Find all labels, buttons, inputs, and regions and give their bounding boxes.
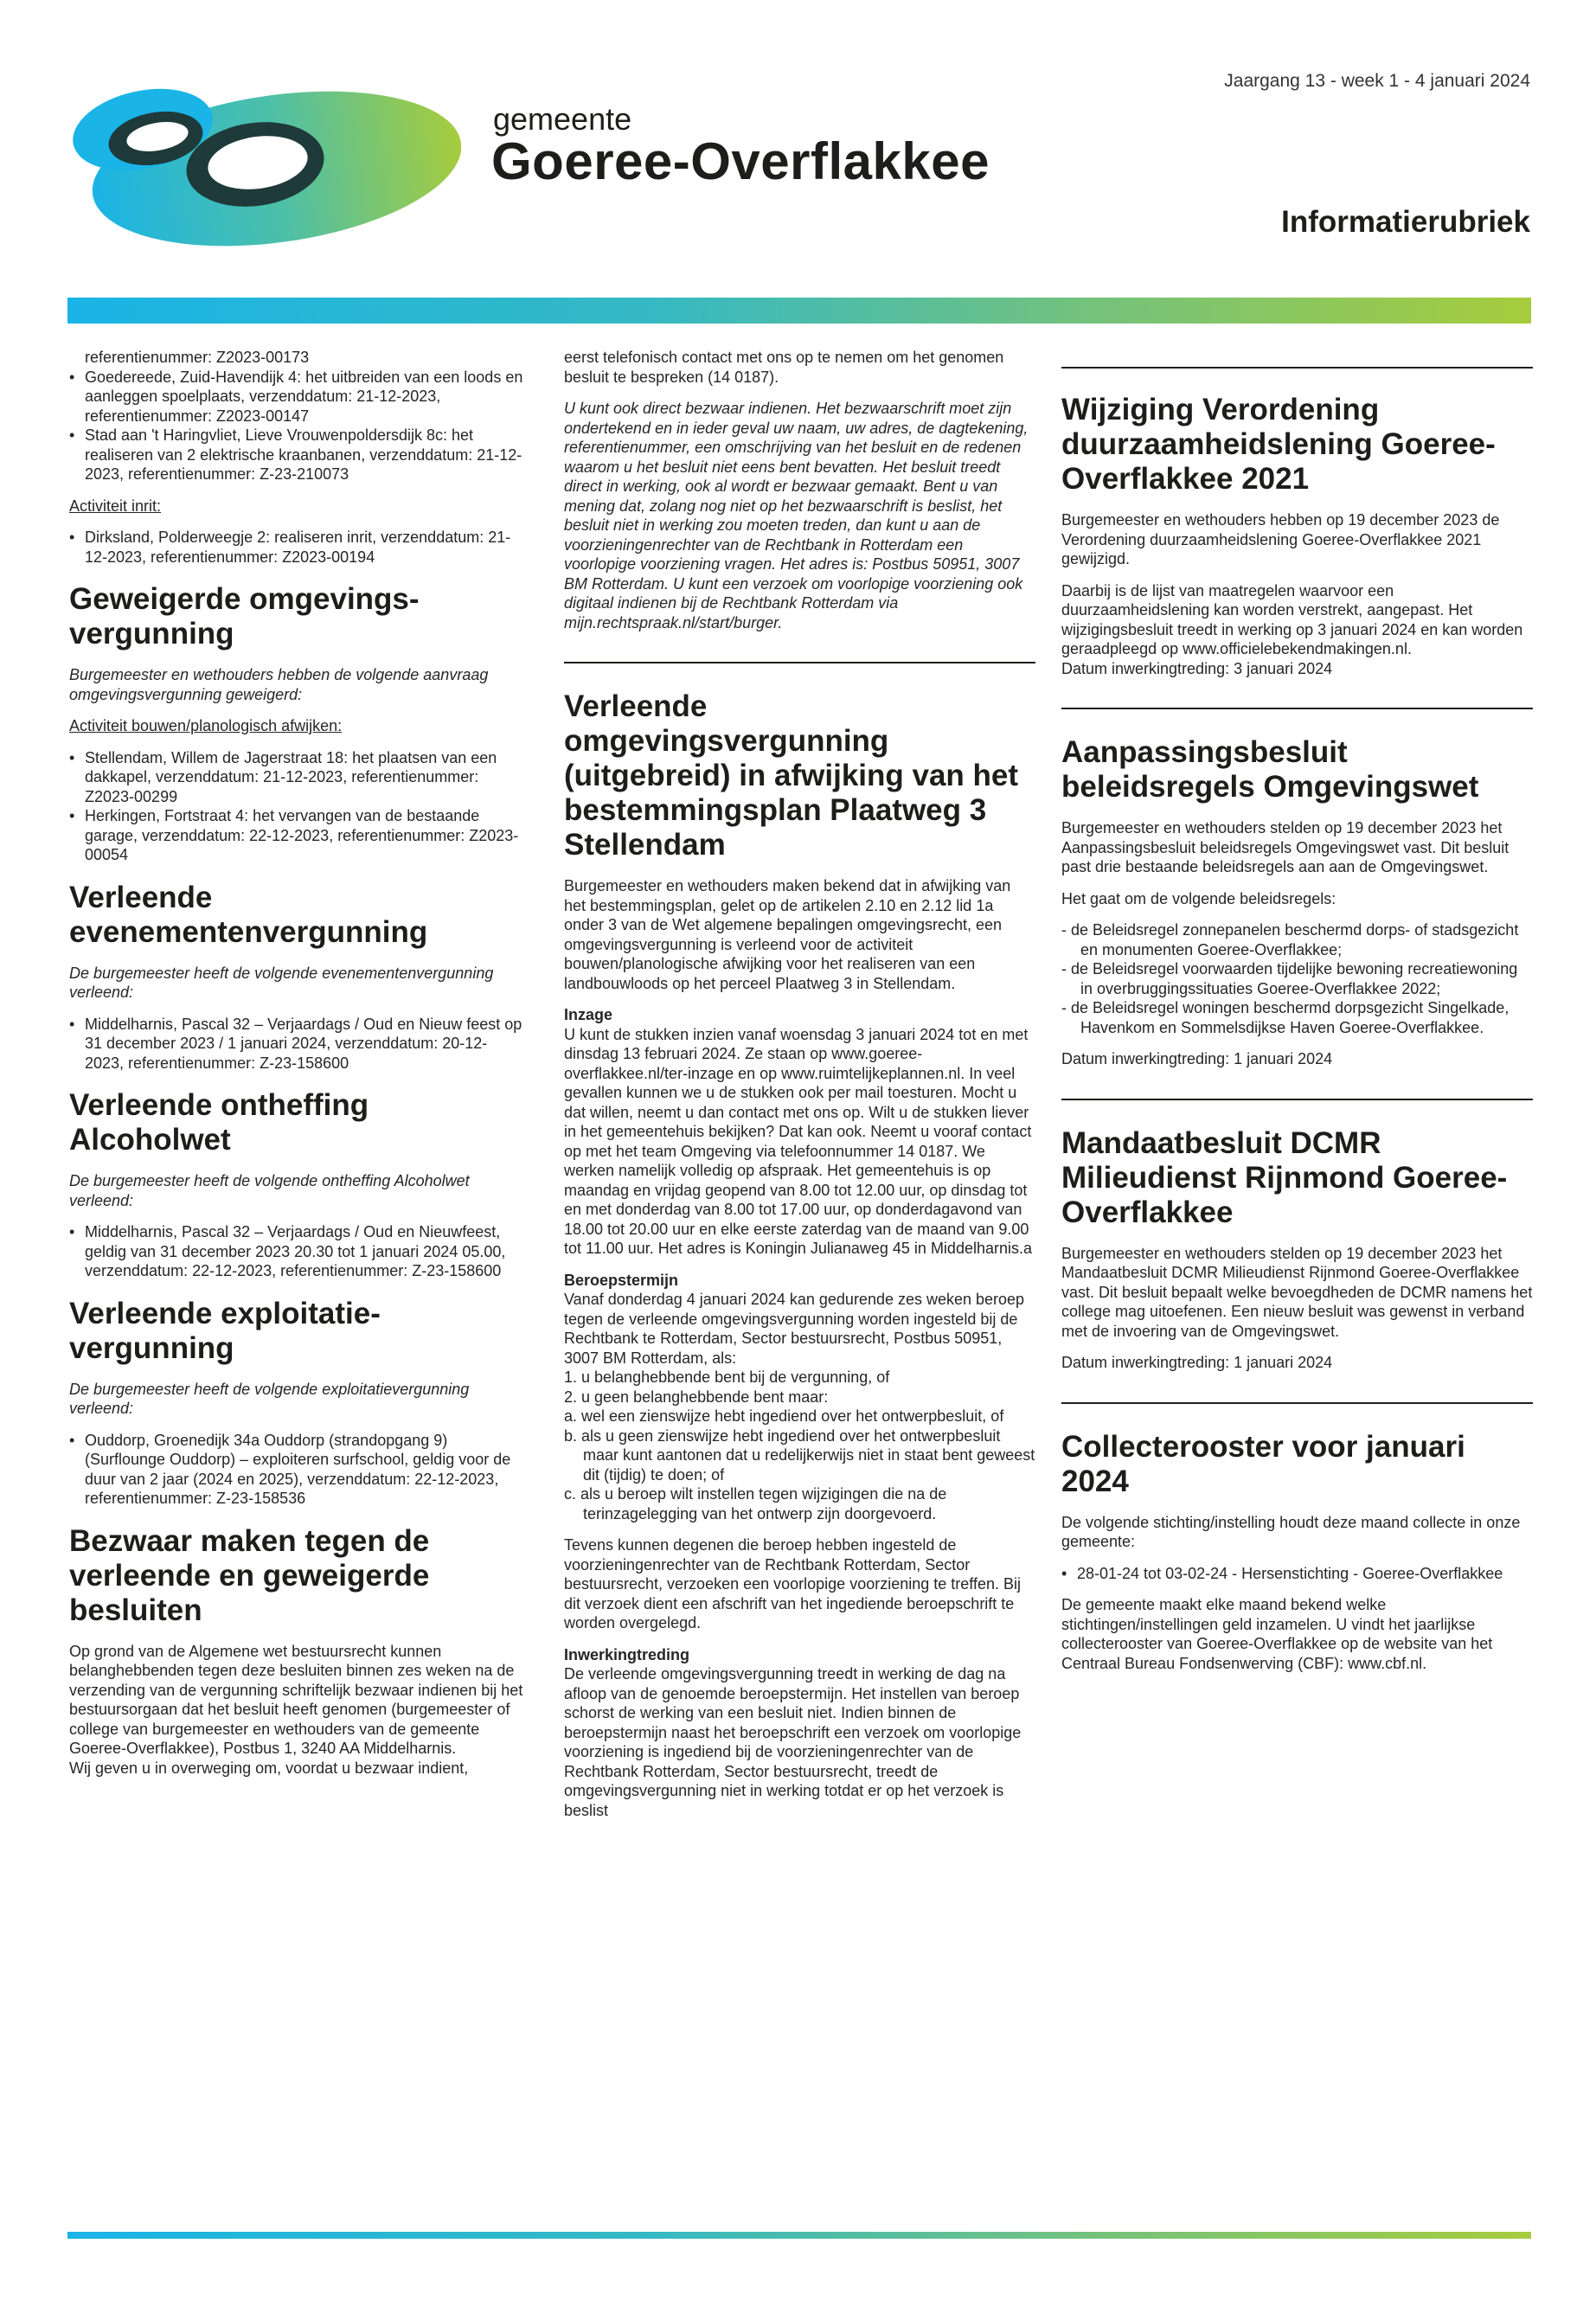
policy-list <box>1061 920 1533 1037</box>
list-item: 2. u geen belanghebbende bent maar: <box>564 1388 829 1406</box>
subheading: Inwerkingtreding <box>564 1645 690 1663</box>
list-item-text: 28-01-24 tot 03-02-24 - Hersenstichting - Goeree-Overflakkee <box>1077 1564 1503 1582</box>
section-divider <box>1061 708 1533 709</box>
permit-list <box>69 1431 523 1509</box>
list-item <box>69 368 523 426</box>
list-item-text: referentienummer: Z2023-00173 <box>85 349 310 366</box>
list-item: c. als u beroep wilt instellen tegen wijzigingen die na de terinzagelegging van het ontwerp zijn doorgevoerd. <box>564 1485 947 1522</box>
list-item <box>69 748 523 807</box>
paragraph: Datum inwerkingtreding: 3 januari 2024 <box>1061 659 1333 677</box>
section-title: Collecterooster voor januari 2024 <box>1061 1429 1465 1498</box>
section-title: Verleende ontheffing Alcoholwet <box>69 1088 369 1157</box>
header-gradient-bar <box>67 298 1531 324</box>
section-title: Aanpassingsbesluit beleidsregels Omgevingswet <box>1061 735 1479 804</box>
list-item <box>69 1015 523 1074</box>
list-item <box>69 1222 523 1281</box>
rubric-title: Informatierubriek <box>1281 205 1530 239</box>
paragraph: Vanaf donderdag 4 januari 2024 kan gedurende zes weken beroep tegen de verleende omgevingsvergunning worden ingesteld bij de Rechtbank te Rotterdam, Sector bestuursrecht, Postbus 50951, 3007 BM Rotterdam, als: <box>564 1291 1025 1367</box>
list-item: a. wel een zienswijze hebt ingediend over het ontwerpbesluit, of <box>564 1407 1004 1425</box>
section-divider <box>1061 1099 1533 1100</box>
paragraph: Burgemeester en wethouders hebben op 19 december 2023 de Verordening duurzaamheidslening Goeree-Overflakkee 2021 gewijzigd. <box>1061 511 1500 567</box>
issue-info: Jaargang 13 - week 1 - 4 januari 2024 <box>1224 71 1530 91</box>
municipality-logo <box>61 69 467 251</box>
section-title: Verleende evenementenvergunning <box>69 880 428 949</box>
paragraph: Burgemeester en wethouders stelden op 19 december 2023 het Mandaatbesluit DCMR Milieudienst Rijnmond Goeree-Overflakkee vast. Dit besluit bepaalt welke bevoegdheden de DCMR namens het college mag uitoefenen. Een nieuw besluit was gewenst in verband met de invoering van de Omgevingswet. <box>1061 1244 1533 1340</box>
activity-label: Activiteit inrit: <box>69 497 162 515</box>
list-item <box>69 348 523 368</box>
logo-mark-icon <box>61 69 467 251</box>
paragraph: Tevens kunnen degenen die beroep hebben ingesteld de voorzieningenrechter van de Rechtbank Rotterdam, Sector bestuursrecht, verzoeken een voorlopige voorziening te treffen. Bij dit verzoek dient een afschrift van het ingediende beroepschrift te worden overgelegd. <box>564 1536 1021 1631</box>
subheading: Beroepstermijn <box>564 1271 679 1289</box>
section-title: Mandaatbesluit DCMR Milieudienst Rijnmond Goeree-Overflakkee <box>1061 1125 1508 1229</box>
brand-title: Goeree-Overflakkee <box>491 132 990 190</box>
section-title: Bezwaar maken tegen de verleende en geweigerde besluiten <box>69 1523 430 1627</box>
list-item-text: Stad aan 't Haringvliet, Lieve Vrouwenpoldersdijk 8c: het realiseren van 2 elektrische kraanbanen, verzenddatum: 21-12-2023, referentienummer: Z-23-210073 <box>85 426 522 483</box>
paragraph: Datum inwerkingtreding: 1 januari 2024 <box>1061 1050 1333 1067</box>
paragraph: Op grond van de Algemene wet bestuursrecht kunnen belanghebbenden tegen deze besluiten binnen zes weken na de verzending van de vergunning schriftelijk bezwaar indienen bij het bestuursorgaan dat het besluit heeft genomen (burgemeester of college van burgemeester en wethouders van de gemeente Goeree-Overflakkee), Postbus 1, 3240 AA Middelharnis. <box>69 1642 523 1757</box>
section-title: Geweigerde omgevings-vergunning <box>69 582 420 651</box>
condition-list <box>564 1368 1035 1523</box>
permit-list <box>69 1222 523 1281</box>
section-title: Wijziging Verordening duurzaamheidslening Goeree-Overflakkee 2021 <box>1061 393 1496 496</box>
subheading: Inzage <box>564 1006 613 1023</box>
paragraph: U kunt de stukken inzien vanaf woensdag 3 januari 2024 tot en met dinsdag 13 februari 2024. Ze staan op www.goeree-overflakkee.nl/ter-inzage en op www.ruimtelijkeplannen.nl. In veel gevallen kunnen we u de stukken ook per mail toesturen. Mocht u dat willen, neemt u dan contact met ons op. Wilt u de stukken liever in het gemeentehuis bekijken? Dat kan ook. Neemt u vooraf contact op met het team Omgeving via telefoonnummer 14 0187. We werken namelijk volledig op afspraak. Het gemeentehuis is op maandag en vrijdag geopend van 8.00 tot 12.00 uur, op dinsdag tot en met donderdag van 8.00 tot 17.00 uur, op donderdagavond van 18.00 tot 20.00 uur en elke eerste zaterdag van de maand van 9.00 tot 11.00 uur. Het adres is Koningin Julianaweg 45 in Middelharnis.a <box>564 1025 1033 1257</box>
paragraph: De gemeente maakt elke maand bekend welke stichtingen/instellingen geld inzamelen. U vindt het jaarlijkse collecterooster van Goeree-Overflakkee op de website van het Centraal Bureau Fondsenwerving (CBF): www.cbf.nl. <box>1061 1596 1493 1672</box>
column-middle <box>564 348 1035 1820</box>
list-item-text: Ouddorp, Groenedijk 34a Ouddorp (strandopgang 9) (Surflounge Ouddorp) – exploiteren surfschool, geldig voor de duur van 2 jaar (2024 en 2025), verzenddatum: 22-12-2023, referentienummer: Z-23-158536 <box>85 1431 511 1507</box>
paragraph: Burgemeester en wethouders stelden op 19 december 2023 het Aanpassingsbesluit beleidsregels Omgevingswet vast. Dit besluit past drie bestaande beleidsregels aan aan de Omgevingswet. <box>1061 819 1509 875</box>
section-intro: De burgemeester heeft de volgende evenementenvergunning verleend: <box>69 964 494 1001</box>
list-item-text: Goedereede, Zuid-Havendijk 4: het uitbreiden van een loods en aanleggen spoelplaats, verzenddatum: 21-12-2023, referentienummer: Z2023-00147 <box>85 368 523 425</box>
section-intro: De burgemeester heeft de volgende exploitatievergunning verleend: <box>69 1380 470 1417</box>
list-item: - de Beleidsregel woningen beschermd dorpsgezicht Singelkade, Havenkom en Sommelsdijkse Haven Goeree-Overflakkee. <box>1061 999 1509 1036</box>
section-title: Verleende omgevingsvergunning (uitgebreid) in afwijking van het bestemmingsplan Plaatweg 3 Stellendam <box>564 689 1019 862</box>
list-item <box>69 528 523 567</box>
list-item: b. als u geen zienswijze hebt ingediend over het ontwerpbesluit maar kunt aantonen dat u redelijkerwijs niet in staat bent geweest dit (tijdig) te doen; of <box>564 1426 1035 1484</box>
footer-gradient-bar <box>67 2232 1531 2239</box>
paragraph: eerst telefonisch contact met ons op te nemen om het genomen besluit te bespreken (14 0187). <box>564 349 1004 386</box>
section-divider <box>1061 367 1533 369</box>
section-intro: Burgemeester en wethouders hebben de volgende aanvraag omgevingsvergunning geweigerd: <box>69 666 489 703</box>
section-title: Verleende exploitatie-vergunning <box>69 1296 381 1365</box>
paragraph: De verleende omgevingsvergunning treedt in werking de dag na afloop van de genoemde beroepstermijn. Het instellen van beroep schorst de werking van een besluit niet. Indien binnen de beroepstermijn naast het beroepschrift een verzoek om voorlopige voorziening is ingediend bij de voorzieningenrechter van de Rechtbank Rotterdam, Sector bestuursrecht, treedt de omgevingsvergunning niet in werking totdat er op het verzoek is beslist <box>564 1665 1022 1819</box>
list-item <box>69 1431 523 1509</box>
section-divider <box>564 662 1035 663</box>
permit-list <box>69 528 523 567</box>
paragraph: Wij geven u in overweging om, voordat u bezwaar indient, <box>69 1759 469 1777</box>
permit-list <box>69 1015 523 1074</box>
list-item <box>69 806 523 865</box>
list-item-text: Stellendam, Willem de Jagerstraat 18: het plaatsen van een dakkapel, verzenddatum: 21-12-2023, referentienummer: Z2023-00299 <box>85 748 497 805</box>
paragraph: Datum inwerkingtreding: 1 januari 2024 <box>1061 1354 1333 1371</box>
list-item-text: Middelharnis, Pascal 32 – Verjaardags / Oud en Nieuwfeest, geldig van 31 december 2023 20.30 tot 1 januari 2024 05.00, verzenddatum: 22-12-2023, referentienummer: Z-23-158600 <box>85 1223 506 1279</box>
list-item-text: Middelharnis, Pascal 32 – Verjaardags / Oud en Nieuw feest op 31 december 2023 / 1 januari 2024, verzenddatum: 20-12-2023, referentienummer: Z-23-158600 <box>85 1015 522 1072</box>
paragraph: Het gaat om de volgende beleidsregels: <box>1061 889 1336 907</box>
collection-list <box>1061 1564 1533 1584</box>
paragraph: Daarbij is de lijst van maatregelen waarvoor een duurzaamheidslening kan worden verstrekt, aangepast. Het wijzigingsbesluit treedt in werking op 3 januari 2024 en kan worden geraadpleegd op www.officielebekendmakingen.nl. <box>1061 581 1523 657</box>
list-item <box>69 426 523 484</box>
permit-list <box>69 748 523 865</box>
section-divider <box>1061 1402 1533 1404</box>
list-item: - de Beleidsregel zonnepanelen beschermd dorps- of stadsgezicht en monumenten Goeree-Overflakkee; <box>1061 921 1519 958</box>
column-right <box>1061 348 1533 1685</box>
column-left <box>69 348 523 1778</box>
section-intro: De burgemeester heeft de volgende ontheffing Alcoholwet verleend: <box>69 1172 470 1209</box>
list-item-text: Herkingen, Fortstraat 4: het vervangen van de bestaande garage, verzenddatum: 22-12-2023, referentienummer: Z2023-00054 <box>85 807 519 863</box>
brand-label-small: gemeente <box>493 101 632 137</box>
activity-label: Activiteit bouwen/planologisch afwijken: <box>69 717 343 734</box>
list-item: - de Beleidsregel voorwaarden tijdelijke bewoning recreatiewoning in overbruggingssituaties Goeree-Overflakkee 2022; <box>1061 960 1518 997</box>
permit-list <box>69 348 523 484</box>
list-item-text: Dirksland, Polderweegje 2: realiseren inrit, verzenddatum: 21-12-2023, referentienummer: Z2023-00194 <box>85 529 511 566</box>
paragraph: De volgende stichting/instelling houdt deze maand collecte in onze gemeente: <box>1061 1513 1521 1550</box>
paragraph-italic: U kunt ook direct bezwaar indienen. Het bezwaarschrift moet zijn ondertekend en in ieder geval uw naam, uw adres, de dagtekening, referentienummer, een omschrijving van het besluit en de redenen waarom u het besluit niet eens bent bevatten. Het besluit treedt direct in werking, ook al wordt er bezwaar gemaakt. Bent u van mening dat, zolang nog niet op het bezwaarschrift is beslist, het besluit niet in werking zou moeten treden, dan kunt u aan de voorzieningenrechter van de Rechtbank in Rotterdam een voorlopige voorziening vragen. Het adres is: Postbus 50951, 3007 BM Rotterdam. U kunt een verzoek om voorlopige voorziening ook digitaal indienen bij de Rechtbank Rotterdam via mijn.rechtspraak.nl/start/burger. <box>564 400 1029 631</box>
paragraph: Burgemeester en wethouders maken bekend dat in afwijking van het bestemmingsplan, gelet op de artikelen 2.10 en 2.12 lid 1a onder 3 van de Wet algemene bepalingen omgevingsrecht, een omgevingsvergunning is verleend voor de activiteit bouwen/planologische afwijking voor het realiseren van een landbouwloods op het perceel Plaatweg 3 in Stellendam. <box>564 877 1011 992</box>
list-item: 1. u belanghebbende bent bij de vergunning, of <box>564 1368 890 1386</box>
list-item <box>1061 1564 1533 1584</box>
